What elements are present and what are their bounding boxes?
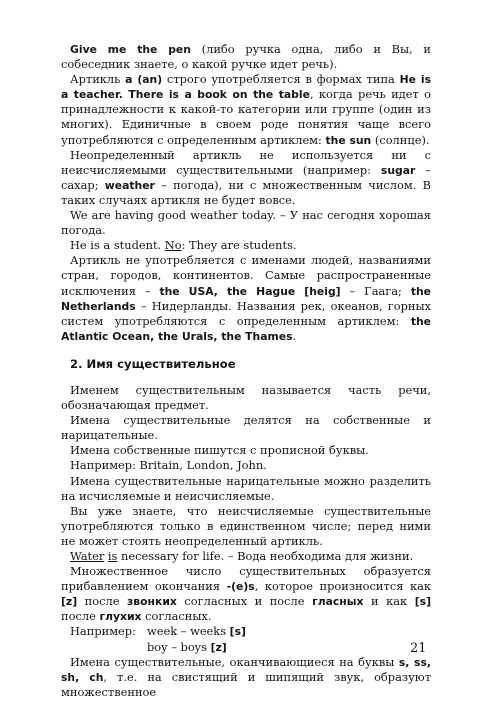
term: глухих [99, 610, 142, 624]
term: гласных [312, 595, 364, 609]
paragraph-no-article [61, 253, 431, 344]
paragraph-example-names: Например: Britain, London, John. [70, 458, 267, 473]
example-label: Например: [70, 624, 136, 639]
paragraph-text: – погода), ни с множественным числом. В таких случаях артикля не будет вовсе. [61, 177, 431, 207]
term: weather [104, 178, 155, 192]
paragraph-text: и как [363, 594, 415, 609]
example-students [61, 238, 431, 253]
plural-example-2 [61, 640, 431, 655]
term: s, ss, sh, ch [61, 655, 432, 684]
paragraph-plural-rule [61, 564, 431, 624]
page-number: 21 [410, 641, 427, 656]
paragraph-text: (либо ручка одна, либо и Вы, и собеседник знаете, о какой ручке идет речь). [61, 42, 431, 72]
plural-example-1 [147, 624, 246, 639]
term: the Netherlands [61, 284, 431, 313]
paragraph-text: Имена существительные, оканчивающиеся на буквы [70, 654, 399, 669]
term: the sun [325, 133, 372, 147]
paragraph-text: – Гаага; [340, 283, 411, 298]
term: звонких [127, 595, 177, 609]
paragraph-text: Артикль [70, 72, 126, 87]
paragraph-text: . [292, 328, 297, 343]
term: a (an) [125, 73, 163, 87]
paragraph-uncountable [61, 148, 431, 208]
term: sugar [380, 163, 416, 177]
term: [z] [210, 640, 227, 654]
paragraph-text: , которое произносится как [254, 579, 431, 594]
example-weather: We are having good weather today. – У нас сегодня хорошая погода. [61, 208, 431, 238]
paragraph-text: , т.е. на свистящий и шипящий звук, образуют множественное [61, 669, 432, 699]
section-heading: 2. Имя существительное [70, 356, 236, 371]
paragraph-countable: Имена существительные нарицательные можно разделить на исчисляемые и неисчисляемые. [61, 473, 431, 503]
paragraph-capital-letter: Имена собственные пишутся с прописной буквы. [70, 443, 369, 458]
paragraph-proper-common: Имена существительные делятся на собственные и нарицательные. [61, 413, 431, 443]
paragraph-article-a [61, 72, 431, 147]
paragraph-text: – сахар; [61, 162, 431, 192]
term: [s] [229, 625, 246, 639]
plural-example-row [61, 624, 431, 639]
term: [s] [414, 595, 431, 609]
paragraph-text: строго употребляется в формах типа [162, 72, 400, 87]
paragraph-sibilants [61, 655, 431, 700]
example-phrase: He is a teacher. There is a book on the table [61, 73, 431, 102]
example-text: necessary for life. – Вода необходима для жизни. [117, 549, 414, 563]
underlined-word: is [107, 549, 118, 563]
paragraph-give-pen [61, 42, 431, 72]
term: -(e)s [226, 580, 255, 594]
underlined-word: No [164, 238, 182, 253]
paragraph-text: Артикль не употребляется с именами людей, названиями стран, городов, континентов. Самые распространенные исключения – [61, 253, 431, 298]
term: the Atlantic Ocean, the Urals, the Thames [61, 314, 431, 343]
term: [z] [61, 595, 78, 609]
paragraph-text: после [77, 594, 128, 609]
paragraph-definition: Именем существительным называется часть речи, обозначающая предмет. [61, 382, 431, 413]
underlined-word: Water [70, 549, 105, 563]
paragraph-text: после [61, 609, 100, 624]
example-phrase: Give me the pen [70, 43, 191, 56]
paragraph-text: согласных. [141, 609, 212, 624]
paragraph-text: Множественное число существительных образуется прибавлением окончания [61, 564, 431, 594]
paragraph-singular-only: Вы уже знаете, что неисчисляемые существительные употребляются только в единственном числе; перед ними не может стоять неопределенный артикль. [61, 503, 431, 548]
example-water [61, 549, 431, 564]
example-text: : They are students. [181, 238, 297, 253]
paragraph-text: согласных и после [176, 594, 313, 609]
example-text: boy – boys [147, 639, 211, 654]
paragraph-text: Неопределенный артикль не используется ни с неисчисляемыми существительными (например: [61, 147, 431, 177]
paragraph-text: , когда речь идет о принадлежности к какой-то категории или группе (один из многих). Единичные в своем роде понятия чаще всего употребляются с определенным артиклем: [61, 87, 432, 147]
paragraph-text: – Нидерланды. Названия рек, океанов, горных систем употребляются с определенным артиклем: [61, 298, 431, 328]
example-text: He is a student. [70, 238, 165, 253]
example-text: week – weeks [147, 624, 230, 639]
term: the USA, the Hague [heig] [159, 284, 341, 298]
paragraph-text: (солнце). [371, 132, 430, 147]
